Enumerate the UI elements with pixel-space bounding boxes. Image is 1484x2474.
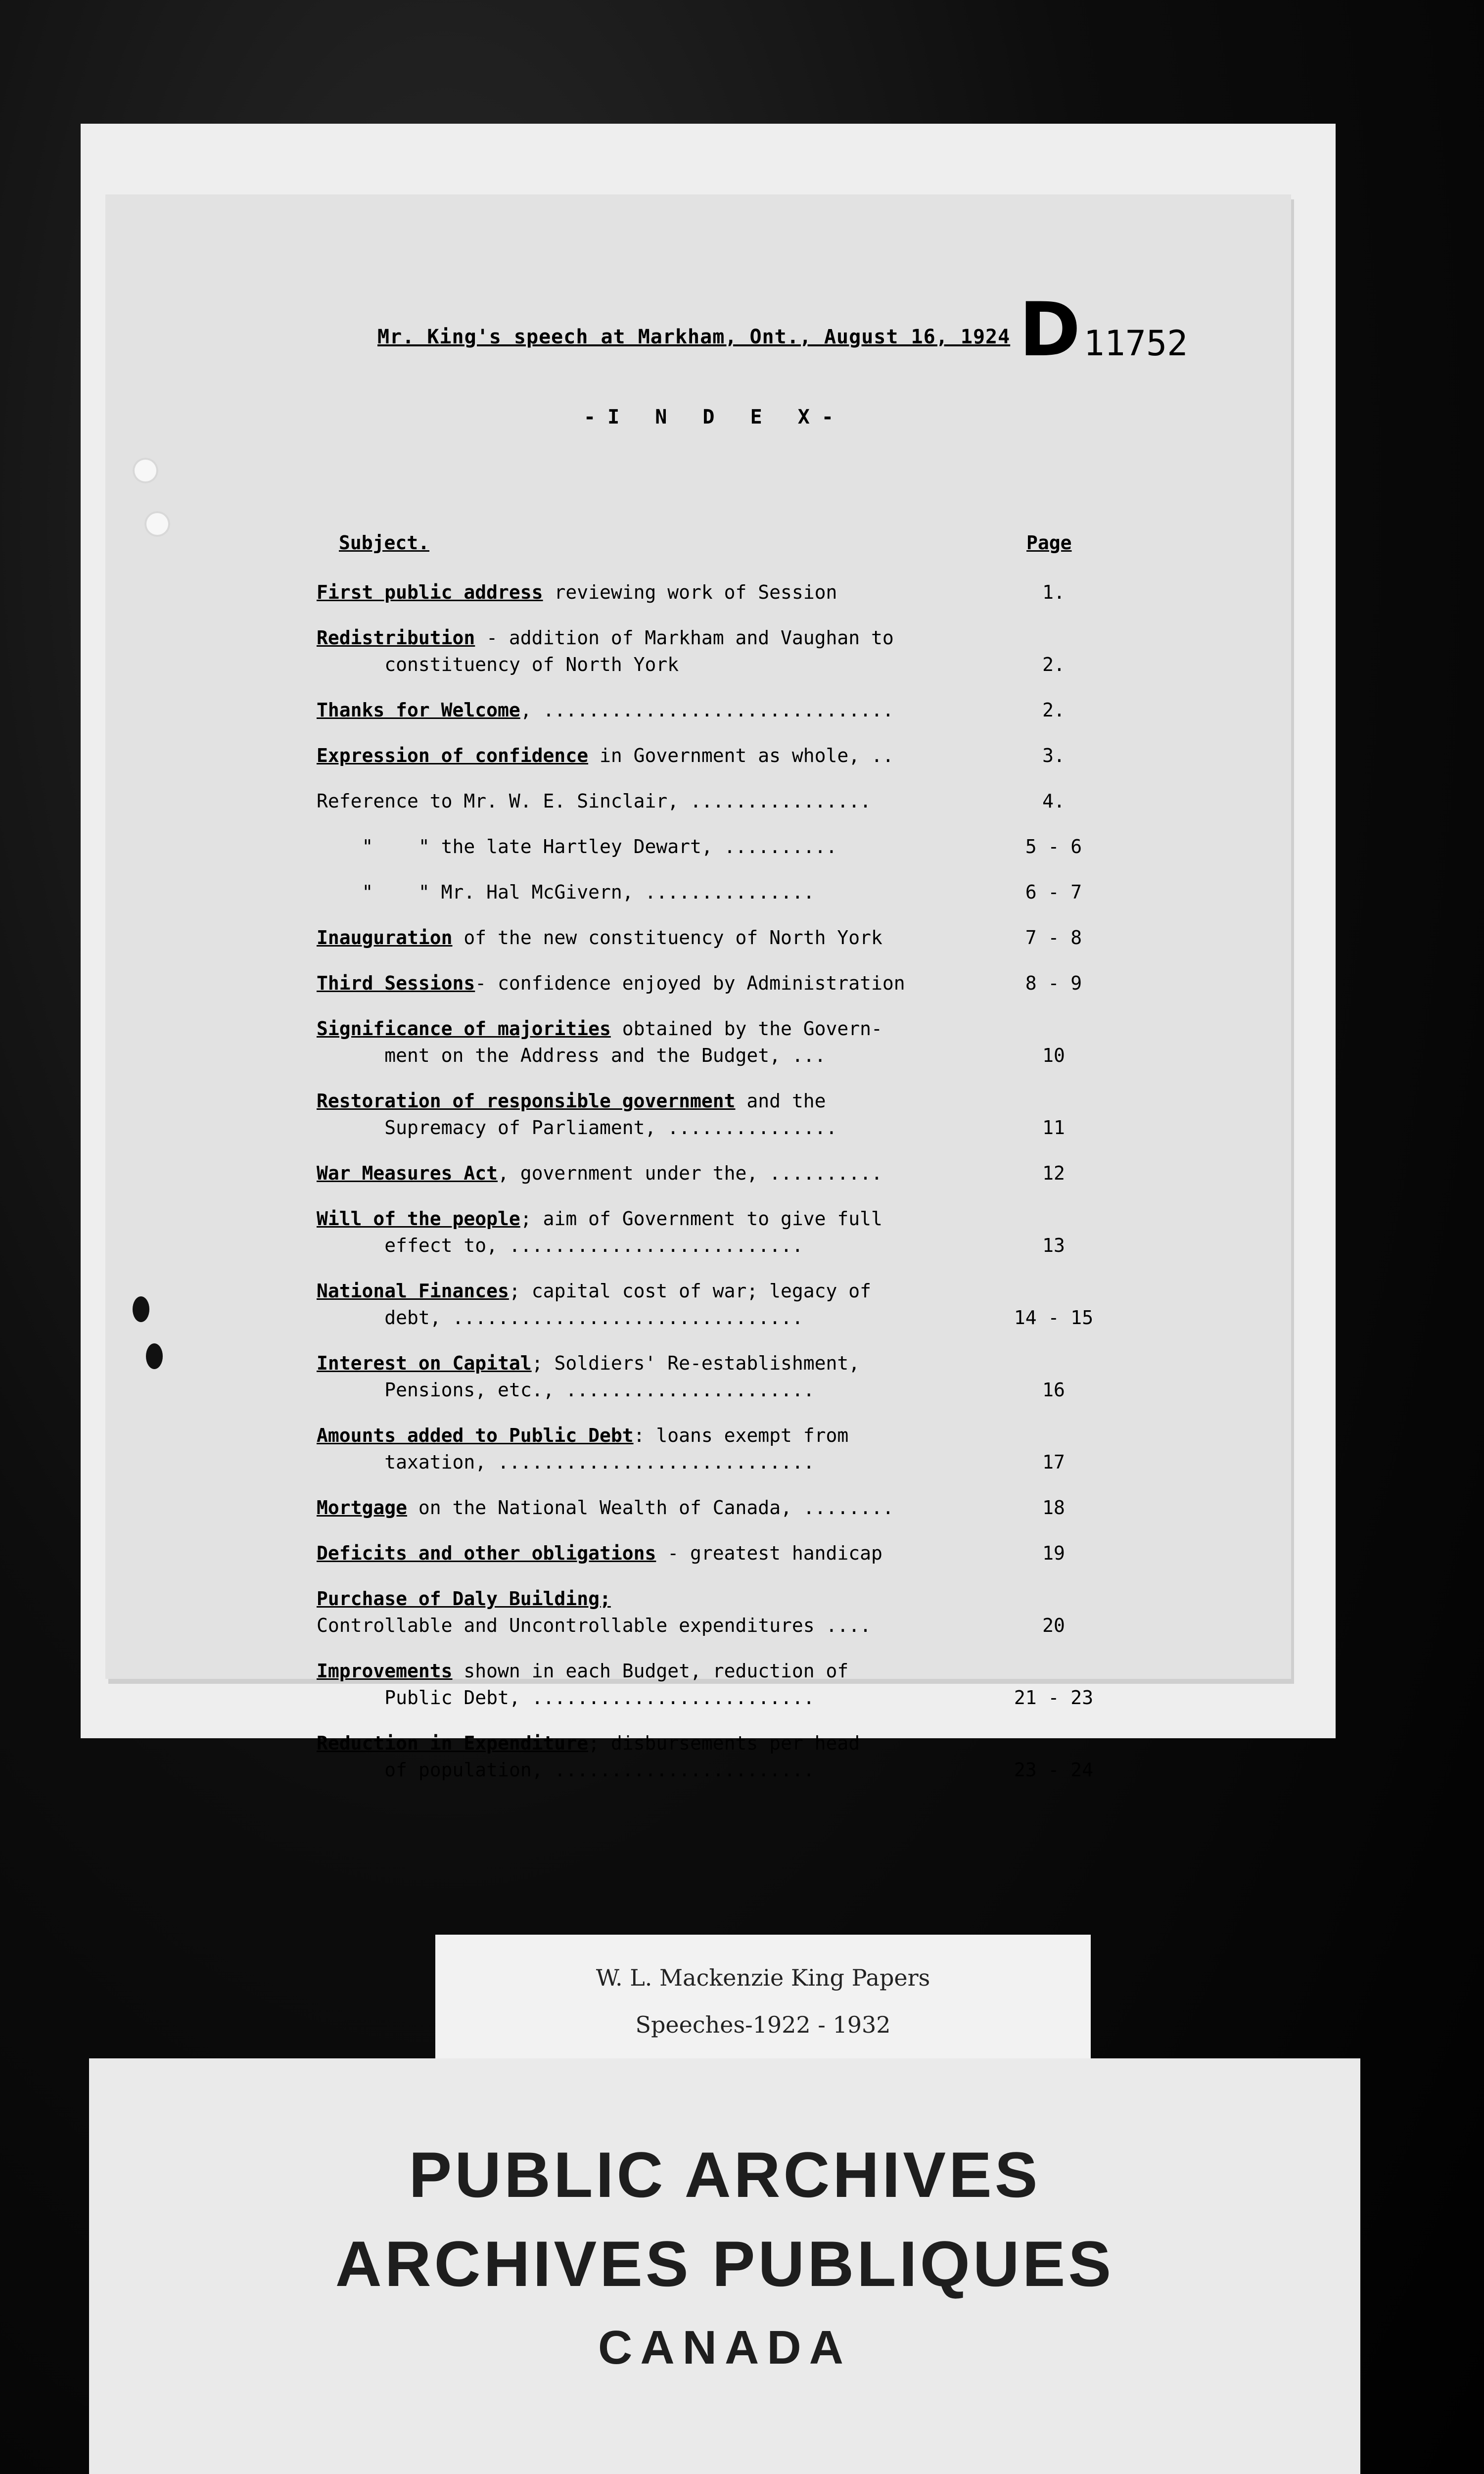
entry-subject-rest: Controllable and Uncontrollable expenditures .... — [317, 1615, 872, 1636]
entry-subject — [317, 1494, 950, 1521]
entry-subject-rest: " " Mr. Hal McGivern, ............... — [317, 881, 815, 903]
entry-subject-lead: Deficits and other obligations — [317, 1542, 656, 1564]
index-entry — [317, 1658, 1133, 1711]
entry-subject-rest: ; aim of Government to give full effect to, .......................... — [384, 1208, 882, 1256]
entry-page: 16 — [1042, 1379, 1065, 1401]
entry-subject — [317, 1160, 950, 1187]
punch-hole-bottom — [144, 511, 170, 537]
index-entry — [317, 1494, 1133, 1521]
archives-line-english: PUBLIC ARCHIVES — [409, 2139, 1041, 2211]
document-letter: D — [1019, 287, 1081, 373]
index-entries — [317, 579, 1133, 1802]
entry-subject-lead: Purchase of Daly Building; — [317, 1588, 611, 1610]
entry-subject-rest: : loans exempt from taxation, ............................ — [384, 1425, 849, 1473]
entry-subject-lead: Mortgage — [317, 1497, 408, 1519]
entry-subject-rest: ; Soldiers' Re-establishment, Pensions, etc., ...................... — [384, 1352, 860, 1401]
document-number — [1019, 287, 1188, 373]
entry-subject-lead: National Finances — [317, 1280, 509, 1302]
index-entry — [317, 1015, 1133, 1069]
entry-page: 17 — [1042, 1451, 1065, 1473]
document-header: Mr. King's speech at Markham, Ont., August 16, 1924 — [377, 326, 1011, 348]
entry-page: 18 — [1042, 1497, 1065, 1519]
entry-subject-rest: on the National Wealth of Canada, ........ — [407, 1497, 894, 1519]
entry-subject — [317, 879, 950, 905]
entry-subject-rest: in Government as whole, .. — [588, 745, 894, 766]
entry-subject-lead: War Measures Act — [317, 1162, 498, 1184]
entry-subject-rest: reviewing work of Session — [543, 581, 837, 603]
index-entry — [317, 697, 1133, 723]
entry-subject-rest: , government under the, .......... — [498, 1162, 882, 1184]
entry-subject-rest: - addition of Markham and Vaughan to constituency of North York — [384, 627, 894, 675]
index-entry — [317, 833, 1133, 860]
entry-subject-lead: Interest on Capital — [317, 1352, 532, 1374]
entry-subject — [317, 788, 950, 814]
entry-subject-lead: Third Sessions — [317, 972, 475, 994]
subject-column-header: Subject. — [339, 532, 430, 554]
index-entry — [317, 879, 1133, 905]
clip-mark-bottom — [146, 1343, 163, 1369]
entry-subject-lead: First public address — [317, 581, 543, 603]
index-entry — [317, 624, 1133, 678]
collection-label — [435, 1935, 1091, 2068]
entry-page: 12 — [1042, 1162, 1065, 1184]
entry-page: 4. — [1042, 790, 1065, 812]
collection-series: Speeches-1922 - 1932 — [635, 2011, 891, 2038]
entry-subject-lead: Inauguration — [317, 927, 453, 949]
index-entry — [317, 1278, 1133, 1331]
index-entry — [317, 970, 1133, 997]
entry-subject — [317, 1278, 950, 1331]
index-entry — [317, 1350, 1133, 1403]
page-column-header: Page — [1026, 532, 1072, 554]
entry-subject-rest: " " the late Hartley Dewart, .......... — [317, 836, 837, 857]
entry-page: 2. — [1042, 654, 1065, 675]
document-number-value: 11752 — [1083, 323, 1188, 364]
entry-subject-lead: Restoration of responsible government — [317, 1090, 736, 1112]
clip-mark-top — [133, 1296, 149, 1322]
entry-subject — [317, 833, 950, 860]
entry-subject-lead: Thanks for Welcome — [317, 699, 520, 721]
punch-hole-top — [133, 458, 158, 483]
entry-page: 11 — [1042, 1117, 1065, 1139]
archives-line-french: ARCHIVES PUBLIQUES — [335, 2228, 1114, 2300]
index-entry — [317, 579, 1133, 606]
index-entry — [317, 1088, 1133, 1141]
entry-subject — [317, 1350, 950, 1403]
index-title: -I N D E X- — [584, 406, 845, 428]
entry-page: 10 — [1042, 1045, 1065, 1066]
entry-subject-lead: Expression of confidence — [317, 745, 589, 766]
entry-page: 5 - 6 — [1025, 836, 1082, 857]
entry-subject — [317, 697, 950, 723]
entry-subject — [317, 1422, 950, 1475]
entry-page: 2. — [1042, 699, 1065, 721]
index-entry — [317, 1585, 1133, 1639]
entry-subject-lead: Significance of majorities — [317, 1018, 611, 1040]
entry-page: 8 - 9 — [1025, 972, 1082, 994]
index-entry — [317, 924, 1133, 951]
index-entry — [317, 1540, 1133, 1567]
entry-subject — [317, 970, 950, 997]
entry-subject-lead: Reduction in Expenditure — [317, 1732, 589, 1754]
entry-page: 19 — [1042, 1542, 1065, 1564]
entry-subject-lead: Will of the people — [317, 1208, 520, 1230]
entry-page: 21 - 23 — [1014, 1687, 1094, 1709]
index-entry — [317, 1205, 1133, 1259]
archives-line-country: CANADA — [598, 2321, 851, 2374]
entry-subject-rest: obtained by the Govern- ment on the Address and the Budget, ... — [384, 1018, 882, 1066]
entry-subject — [317, 1730, 950, 1783]
index-entry — [317, 1160, 1133, 1187]
index-entry — [317, 742, 1133, 769]
entry-subject-rest: - confidence enjoyed by Administration — [475, 972, 905, 994]
entry-subject — [317, 924, 950, 951]
entry-subject — [317, 742, 950, 769]
entry-page: 7 - 8 — [1025, 927, 1082, 949]
index-entry — [317, 788, 1133, 814]
entry-page: 14 - 15 — [1014, 1307, 1094, 1329]
entry-subject — [317, 579, 950, 606]
entry-page: 1. — [1042, 581, 1065, 603]
entry-subject — [317, 1088, 950, 1141]
collection-name: W. L. Mackenzie King Papers — [596, 1964, 930, 1991]
entry-subject-rest: - greatest handicap — [656, 1542, 882, 1564]
entry-subject-rest: and the Supremacy of Parliament, ............... — [384, 1090, 837, 1139]
entry-subject-rest: Reference to Mr. W. E. Sinclair, ................ — [317, 790, 872, 812]
index-entry — [317, 1422, 1133, 1475]
entry-subject — [317, 624, 950, 678]
entry-page: 3. — [1042, 745, 1065, 766]
entry-subject — [317, 1540, 950, 1567]
entry-subject — [317, 1658, 950, 1711]
entry-page: 13 — [1042, 1235, 1065, 1256]
index-entry — [317, 1730, 1133, 1783]
entry-subject-rest: , ............................... — [520, 699, 894, 721]
entry-subject-rest: of the new constituency of North York — [452, 927, 882, 949]
archives-label — [89, 2058, 1360, 2474]
entry-subject — [317, 1585, 950, 1639]
entry-page: 20 — [1042, 1615, 1065, 1636]
entry-subject — [317, 1205, 950, 1259]
entry-subject-lead: Improvements — [317, 1660, 453, 1682]
entry-subject-lead: Amounts added to Public Debt — [317, 1425, 634, 1446]
entry-subject-rest: shown in each Budget, reduction of Public Debt, ......................... — [384, 1660, 849, 1709]
entry-subject — [317, 1015, 950, 1069]
entry-page: 6 - 7 — [1025, 881, 1082, 903]
entry-page: 23 - 24 — [1014, 1759, 1094, 1781]
entry-subject-lead: Redistribution — [317, 627, 475, 649]
entry-subject-rest: ; disbursements per head of population, ....................... — [384, 1732, 860, 1781]
entry-subject-rest: ; capital cost of war; legacy of debt, ............................... — [384, 1280, 872, 1329]
